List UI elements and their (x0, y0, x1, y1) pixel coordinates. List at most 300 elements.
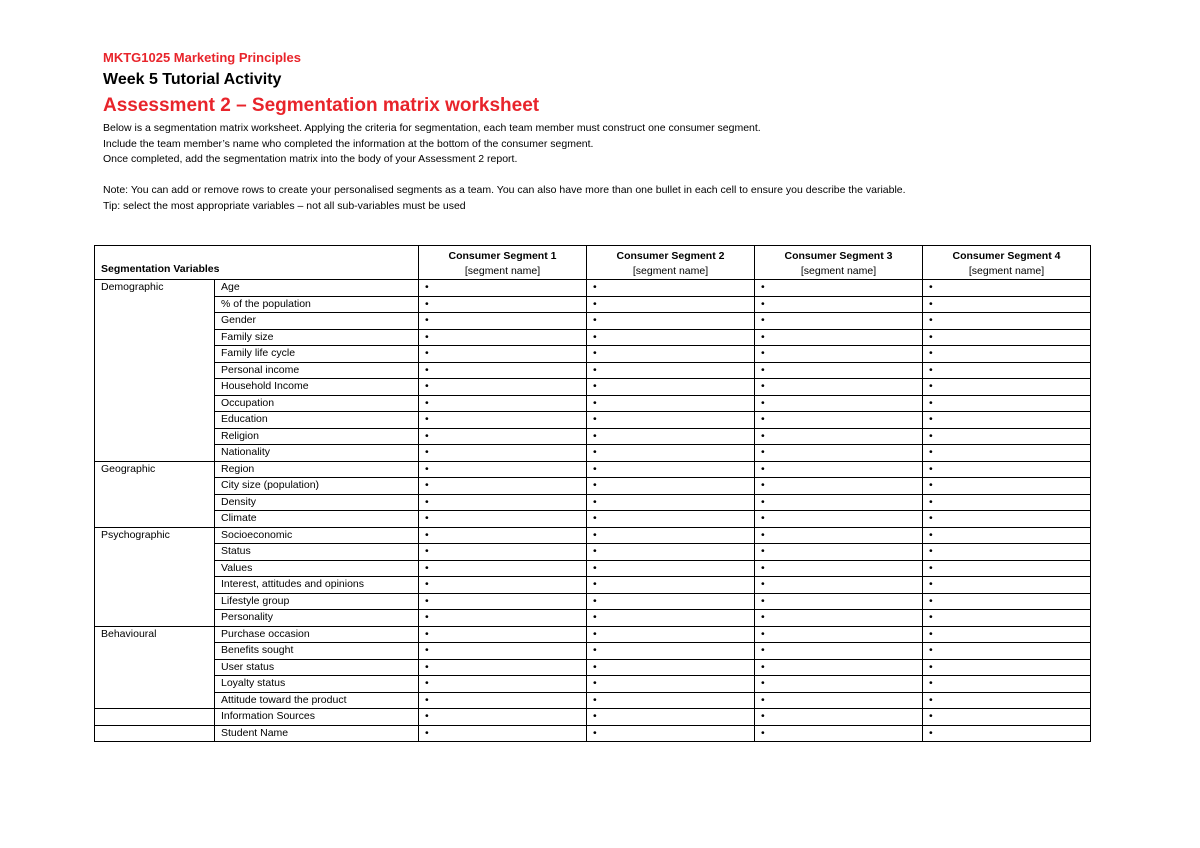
bullet-point: • (593, 330, 597, 343)
segment-title: Consumer Segment 3 (784, 250, 893, 262)
segment-1-cell[interactable] (419, 313, 587, 330)
table-row (95, 527, 1091, 544)
segment-2-cell[interactable] (587, 395, 755, 412)
bullet-point: • (593, 545, 597, 557)
segment-2-cell[interactable] (587, 329, 755, 346)
segment-2-cell[interactable] (587, 692, 755, 709)
bullet-point: • (593, 627, 597, 640)
segment-4-cell[interactable] (923, 461, 1091, 478)
bullet-point: • (929, 347, 933, 359)
segment-2-cell[interactable] (587, 461, 755, 478)
footer-row (95, 709, 1091, 726)
segment-title: Consumer Segment 4 (952, 250, 1061, 262)
bullet-point: • (593, 380, 597, 392)
bullet-point: • (761, 528, 765, 541)
bullet-point: • (761, 363, 765, 376)
segment-4-cell[interactable] (923, 676, 1091, 693)
segment-4-cell[interactable] (923, 577, 1091, 594)
segment-1-cell[interactable] (419, 593, 587, 610)
bullet-point: • (425, 627, 429, 640)
segment-2-cell[interactable] (587, 676, 755, 693)
bullet-point: • (425, 495, 429, 508)
variable-label: Education (215, 412, 419, 429)
bullet-point: • (929, 512, 933, 524)
segment-2-cell[interactable] (587, 379, 755, 396)
bullet-point: • (761, 380, 765, 392)
bullet-point: • (425, 429, 429, 442)
segment-1-cell[interactable] (419, 643, 587, 660)
variable-label: % of the population (215, 296, 419, 313)
instruction-line: Below is a segmentation matrix worksheet. Applying the criteria for segmentation, each team member must construct one consumer segment. (103, 122, 761, 134)
bullet-point: • (593, 611, 597, 623)
segment-1-cell[interactable] (419, 494, 587, 511)
bullet-point: • (929, 528, 933, 541)
segment-4-cell[interactable] (923, 659, 1091, 676)
bullet-point: • (929, 429, 933, 442)
bullet-point: • (425, 396, 429, 409)
bullet-point: • (929, 693, 933, 706)
segment-4-cell[interactable] (923, 610, 1091, 627)
category-geographic: Geographic (95, 461, 215, 527)
segment-2-cell[interactable] (587, 643, 755, 660)
segment-4-cell[interactable] (923, 280, 1091, 297)
segment-1-cell[interactable] (419, 709, 587, 726)
variable-label: Loyalty status (215, 676, 419, 693)
variable-label: Age (215, 280, 419, 297)
table-row (95, 692, 1091, 709)
segment-1-cell[interactable] (419, 379, 587, 396)
variable-label: Lifestyle group (215, 593, 419, 610)
variable-label: Density (215, 494, 419, 511)
segment-1-cell[interactable] (419, 412, 587, 429)
segment-4-cell[interactable] (923, 296, 1091, 313)
bullet-point: • (761, 726, 765, 739)
table-row (95, 676, 1091, 693)
bullet-point: • (593, 528, 597, 541)
bullet-point: • (425, 578, 429, 590)
segment-3-cell[interactable] (755, 544, 923, 561)
bullet-point: • (761, 495, 765, 508)
segment-2-cell[interactable] (587, 593, 755, 610)
bullet-point: • (929, 726, 933, 739)
segment-4-cell[interactable] (923, 709, 1091, 726)
segment-3-cell[interactable] (755, 362, 923, 379)
bullet-point: • (425, 512, 429, 524)
segment-1-cell[interactable] (419, 725, 587, 742)
bullet-point: • (593, 644, 597, 656)
segment-2-cell[interactable] (587, 527, 755, 544)
segment-1-cell[interactable] (419, 461, 587, 478)
segment-1-cell[interactable] (419, 395, 587, 412)
bullet-point: • (929, 578, 933, 590)
category-psychographic: Psychographic (95, 527, 215, 626)
variable-label: Climate (215, 511, 419, 528)
bullet-point: • (929, 545, 933, 557)
table-row (95, 593, 1091, 610)
table-row (95, 379, 1091, 396)
segment-3-cell[interactable] (755, 428, 923, 445)
bullet-point: • (929, 594, 933, 607)
bullet-point: • (761, 627, 765, 640)
bullet-point: • (425, 644, 429, 656)
bullet-point: • (593, 512, 597, 524)
bullet-point: • (929, 297, 933, 310)
segment-4-cell[interactable] (923, 379, 1091, 396)
variable-label: Household Income (215, 379, 419, 396)
segment-3-cell[interactable] (755, 296, 923, 313)
bullet-point: • (593, 693, 597, 706)
segment-1-cell[interactable] (419, 560, 587, 577)
bullet-point: • (593, 660, 597, 673)
segment-2-cell[interactable] (587, 494, 755, 511)
bullet-point: • (425, 297, 429, 310)
bullet-point: • (593, 710, 597, 722)
segment-3-cell[interactable] (755, 412, 923, 429)
segmentation-variables-header: Segmentation Variables (95, 246, 419, 280)
segment-4-cell[interactable] (923, 395, 1091, 412)
tip-line: Tip: select the most appropriate variables – not all sub-variables must be used (103, 199, 466, 212)
segment-2-cell[interactable] (587, 659, 755, 676)
bullet-point: • (425, 413, 429, 425)
bullet-point: • (425, 726, 429, 739)
table-row (95, 461, 1091, 478)
segment-3-cell[interactable] (755, 379, 923, 396)
table-row (95, 560, 1091, 577)
segment-2-cell[interactable] (587, 346, 755, 363)
variable-label: Purchase occasion (215, 626, 419, 643)
bullet-point: • (761, 578, 765, 590)
segment-title: Consumer Segment 2 (616, 250, 725, 262)
information-sources-label: Information Sources (215, 709, 419, 726)
bullet-point: • (425, 561, 429, 574)
bullet-point: • (929, 710, 933, 722)
variable-label: Interest, attitudes and opinions (215, 577, 419, 594)
table-row (95, 280, 1091, 297)
segment-2-cell[interactable] (587, 577, 755, 594)
segment-3-cell[interactable] (755, 626, 923, 643)
table-row (95, 610, 1091, 627)
segment-2-cell[interactable] (587, 511, 755, 528)
bullet-point: • (425, 693, 429, 706)
segment-4-cell[interactable] (923, 478, 1091, 495)
segment-name-placeholder: [segment name] (632, 265, 709, 277)
bullet-point: • (593, 363, 597, 376)
segment-3-cell[interactable] (755, 511, 923, 528)
segment-3-cell[interactable] (755, 593, 923, 610)
segment-1-cell[interactable] (419, 280, 587, 297)
bullet-point: • (593, 462, 597, 475)
bullet-point: • (593, 726, 597, 739)
segment-2-cell[interactable] (587, 560, 755, 577)
segment-2-cell[interactable] (587, 445, 755, 462)
bullet-point: • (425, 528, 429, 541)
bullet-point: • (761, 347, 765, 359)
variable-label: Personality (215, 610, 419, 627)
segment-2-cell[interactable] (587, 280, 755, 297)
segment-3-cell[interactable] (755, 659, 923, 676)
segment-4-cell[interactable] (923, 428, 1091, 445)
segmentation-matrix-table (94, 245, 1091, 742)
segment-2-cell[interactable] (587, 296, 755, 313)
bullet-point: • (425, 594, 429, 607)
variable-label: Family life cycle (215, 346, 419, 363)
segment-2-cell[interactable] (587, 626, 755, 643)
segment-header (923, 246, 1091, 280)
segment-4-cell[interactable] (923, 593, 1091, 610)
segment-3-cell[interactable] (755, 610, 923, 627)
segment-3-cell[interactable] (755, 560, 923, 577)
segment-4-cell[interactable] (923, 527, 1091, 544)
bullet-point: • (593, 347, 597, 359)
variable-label: Nationality (215, 445, 419, 462)
segment-title: Consumer Segment 1 (448, 250, 557, 262)
segment-2-cell[interactable] (587, 610, 755, 627)
segment-1-cell[interactable] (419, 577, 587, 594)
bullet-point: • (425, 380, 429, 392)
table-row (95, 626, 1091, 643)
bullet-point: • (425, 347, 429, 359)
segment-4-cell[interactable] (923, 643, 1091, 660)
variable-label: Region (215, 461, 419, 478)
segment-1-cell[interactable] (419, 445, 587, 462)
blank-cell (95, 709, 215, 726)
segment-3-cell[interactable] (755, 676, 923, 693)
variable-label: Attitude toward the product (215, 692, 419, 709)
bullet-point: • (761, 297, 765, 310)
category-demographic: Demographic (95, 280, 215, 462)
week-title: Week 5 Tutorial Activity (103, 71, 282, 88)
bullet-point: • (761, 462, 765, 475)
bullet-point: • (929, 413, 933, 425)
segment-4-cell[interactable] (923, 329, 1091, 346)
table-row (95, 296, 1091, 313)
table-row (95, 362, 1091, 379)
table-row (95, 412, 1091, 429)
bullet-point: • (593, 677, 597, 689)
bullet-point: • (593, 495, 597, 508)
variable-label: Religion (215, 428, 419, 445)
segment-1-cell[interactable] (419, 329, 587, 346)
bullet-point: • (761, 446, 765, 458)
bullet-point: • (425, 281, 429, 293)
segment-3-cell[interactable] (755, 709, 923, 726)
bullet-point: • (593, 396, 597, 409)
segment-3-cell[interactable] (755, 461, 923, 478)
table-row (95, 643, 1091, 660)
segment-4-cell[interactable] (923, 511, 1091, 528)
segment-3-cell[interactable] (755, 329, 923, 346)
segment-header (587, 246, 755, 280)
segment-1-cell[interactable] (419, 511, 587, 528)
segment-name-placeholder: [segment name] (464, 265, 541, 277)
bullet-point: • (425, 660, 429, 673)
segment-1-cell[interactable] (419, 478, 587, 495)
instruction-line: Once completed, add the segmentation matrix into the body of your Assessment 2 report. (103, 153, 518, 165)
segment-4-cell[interactable] (923, 362, 1091, 379)
instruction-line: Include the team member’s name who completed the information at the bottom of the consumer segment. (103, 137, 594, 150)
segment-4-cell[interactable] (923, 544, 1091, 561)
course-title: MKTG1025 Marketing Principles (103, 50, 301, 65)
bullet-point: • (425, 330, 429, 343)
segment-4-cell[interactable] (923, 313, 1091, 330)
bullet-point: • (425, 314, 429, 326)
segment-4-cell[interactable] (923, 692, 1091, 709)
segment-1-cell[interactable] (419, 428, 587, 445)
bullet-point: • (929, 446, 933, 458)
table-row (95, 329, 1091, 346)
segment-2-cell[interactable] (587, 362, 755, 379)
segment-4-cell[interactable] (923, 725, 1091, 742)
segment-3-cell[interactable] (755, 313, 923, 330)
variable-label: Gender (215, 313, 419, 330)
bullet-point: • (761, 710, 765, 722)
segment-3-cell[interactable] (755, 280, 923, 297)
segment-3-cell[interactable] (755, 395, 923, 412)
segment-4-cell[interactable] (923, 346, 1091, 363)
bullet-point: • (929, 677, 933, 689)
bullet-point: • (761, 512, 765, 524)
segment-3-cell[interactable] (755, 725, 923, 742)
worksheet-page (101, 50, 1093, 739)
segment-1-cell[interactable] (419, 610, 587, 627)
bullet-point: • (425, 462, 429, 475)
table-row (95, 428, 1091, 445)
segment-name-placeholder: [segment name] (968, 265, 1045, 277)
variable-label: Benefits sought (215, 643, 419, 660)
bullet-point: • (593, 561, 597, 574)
table-row (95, 395, 1091, 412)
segment-3-cell[interactable] (755, 445, 923, 462)
blank-cell (95, 725, 215, 742)
bullet-point: • (593, 297, 597, 310)
variable-label: Socioeconomic (215, 527, 419, 544)
variable-label: User status (215, 659, 419, 676)
segment-1-cell[interactable] (419, 626, 587, 643)
segment-1-cell[interactable] (419, 659, 587, 676)
segment-3-cell[interactable] (755, 494, 923, 511)
bullet-point: • (425, 363, 429, 376)
table-row (95, 659, 1091, 676)
assessment-title: Assessment 2 – Segmentation matrix worksheet (103, 95, 540, 116)
bullet-point: • (593, 594, 597, 607)
segment-1-cell[interactable] (419, 676, 587, 693)
bullet-point: • (425, 677, 429, 689)
segment-2-cell[interactable] (587, 709, 755, 726)
bullet-point: • (593, 578, 597, 590)
segment-3-cell[interactable] (755, 643, 923, 660)
segment-2-cell[interactable] (587, 428, 755, 445)
category-behavioural: Behavioural (95, 626, 215, 709)
bullet-point: • (761, 561, 765, 574)
bullet-point: • (929, 627, 933, 640)
segment-2-cell[interactable] (587, 412, 755, 429)
bullet-point: • (761, 693, 765, 706)
bullet-point: • (425, 446, 429, 458)
segment-4-cell[interactable] (923, 412, 1091, 429)
segment-4-cell[interactable] (923, 626, 1091, 643)
bullet-point: • (929, 330, 933, 343)
segment-1-cell[interactable] (419, 362, 587, 379)
bullet-point: • (929, 660, 933, 673)
segment-1-cell[interactable] (419, 296, 587, 313)
bullet-point: • (929, 495, 933, 508)
bullet-point: • (425, 545, 429, 557)
table-row (95, 313, 1091, 330)
segment-2-cell[interactable] (587, 313, 755, 330)
bullet-point: • (593, 281, 597, 293)
bullet-point: • (593, 413, 597, 425)
instructions (103, 121, 1093, 214)
bullet-point: • (929, 462, 933, 475)
bullet-point: • (929, 479, 933, 491)
bullet-point: • (593, 429, 597, 442)
segment-1-cell[interactable] (419, 346, 587, 363)
bullet-point: • (929, 561, 933, 574)
variable-label: Personal income (215, 362, 419, 379)
table-row (95, 544, 1091, 561)
segment-2-cell[interactable] (587, 478, 755, 495)
segment-3-cell[interactable] (755, 346, 923, 363)
footer-row (95, 725, 1091, 742)
bullet-point: • (761, 396, 765, 409)
bullet-point: • (929, 281, 933, 293)
bullet-point: • (929, 644, 933, 656)
bullet-point: • (929, 396, 933, 409)
table-row (95, 445, 1091, 462)
bullet-point: • (761, 281, 765, 293)
segment-2-cell[interactable] (587, 544, 755, 561)
segment-header (755, 246, 923, 280)
table-row (95, 478, 1091, 495)
segment-1-cell[interactable] (419, 692, 587, 709)
student-name-label: Student Name (215, 725, 419, 742)
segment-1-cell[interactable] (419, 527, 587, 544)
variable-label: Family size (215, 329, 419, 346)
segment-3-cell[interactable] (755, 692, 923, 709)
bullet-point: • (761, 594, 765, 607)
segment-1-cell[interactable] (419, 544, 587, 561)
bullet-point: • (761, 677, 765, 689)
segment-header (419, 246, 587, 280)
bullet-point: • (425, 479, 429, 491)
bullet-point: • (593, 479, 597, 491)
bullet-point: • (425, 611, 429, 623)
matrix-body (95, 280, 1091, 742)
bullet-point: • (425, 710, 429, 722)
bullet-point: • (761, 660, 765, 673)
segment-4-cell[interactable] (923, 494, 1091, 511)
segment-name-placeholder: [segment name] (800, 265, 877, 277)
segment-3-cell[interactable] (755, 577, 923, 594)
segment-4-cell[interactable] (923, 445, 1091, 462)
bullet-point: • (929, 314, 933, 326)
bullet-point: • (593, 446, 597, 458)
segment-3-cell[interactable] (755, 527, 923, 544)
segment-4-cell[interactable] (923, 560, 1091, 577)
bullet-point: • (761, 611, 765, 623)
bullet-point: • (761, 314, 765, 326)
bullet-point: • (761, 413, 765, 425)
bullet-point: • (761, 330, 765, 343)
table-row (95, 346, 1091, 363)
variable-label: Values (215, 560, 419, 577)
bullet-point: • (761, 644, 765, 656)
segment-2-cell[interactable] (587, 725, 755, 742)
bullet-point: • (929, 363, 933, 376)
segment-3-cell[interactable] (755, 478, 923, 495)
table-row (95, 511, 1091, 528)
table-row (95, 577, 1091, 594)
